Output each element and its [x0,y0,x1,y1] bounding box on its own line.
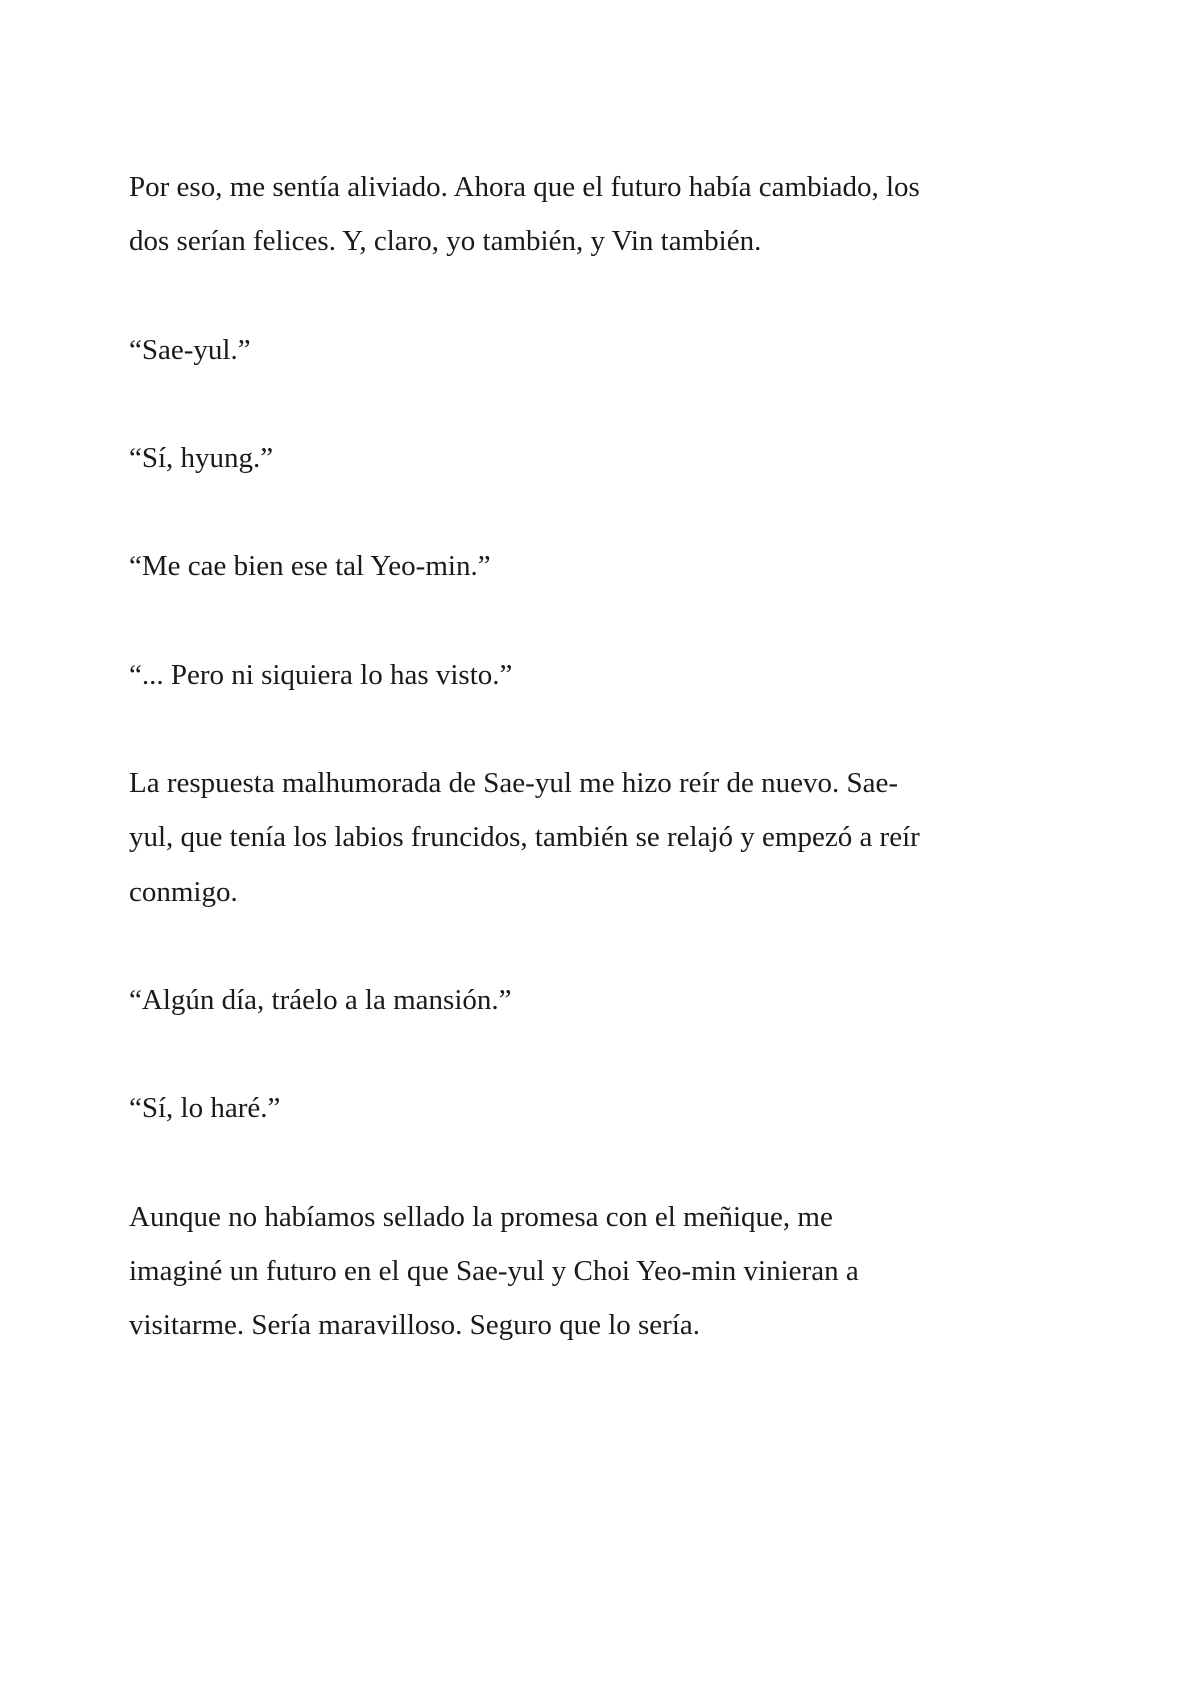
paragraph [129,539,1089,593]
text-line: “Sí, lo haré.” [129,1092,281,1125]
paragraph [129,648,1089,702]
paragraph [129,431,1089,485]
text-line: imaginé un futuro en el que Sae-yul y Choi Yeo-min vinieran a [129,1254,859,1287]
document-page [129,160,1089,1407]
paragraph [129,1190,1089,1353]
text-line: “... Pero ni siquiera lo has visto.” [129,658,513,691]
text-line: Aunque no habíamos sellado la promesa con el meñique, me [129,1200,833,1233]
text-line: yul, que tenía los labios fruncidos, también se relajó y empezó a reír [129,821,920,854]
text-line: La respuesta malhumorada de Sae-yul me hizo reír de nuevo. Sae- [129,767,899,800]
paragraph [129,973,1089,1027]
text-line: “Algún día, tráelo a la mansión.” [129,983,512,1016]
text-line: “Sí, hyung.” [129,441,274,474]
paragraph [129,160,1089,268]
paragraph [129,1081,1089,1135]
text-line: Por eso, me sentía aliviado. Ahora que el futuro había cambiado, los [129,171,920,203]
text-line: conmigo. [129,875,238,908]
paragraph [129,756,1089,919]
text-line: “Me cae bien ese tal Yeo-min.” [129,550,491,583]
paragraph [129,323,1089,377]
text-line: visitarme. Sería maravilloso. Seguro que lo sería. [129,1309,700,1342]
text-line: “Sae-yul.” [129,333,251,366]
text-line: dos serían felices. Y, claro, yo también, y Vin también. [129,225,762,258]
